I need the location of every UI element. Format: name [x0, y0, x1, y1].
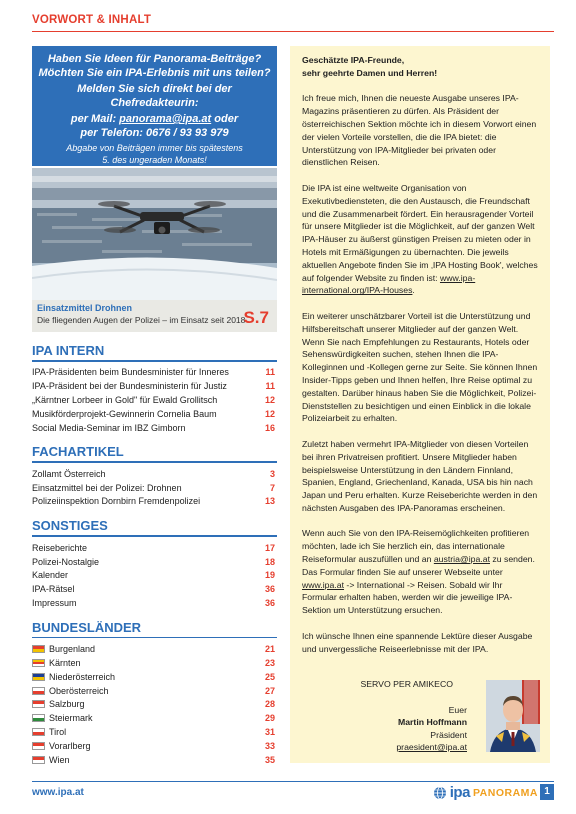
table-of-contents [32, 343, 277, 767]
toc-entry-title: Salzburg [49, 699, 85, 710]
ipa-website-link[interactable]: www.ipa.at [302, 579, 345, 590]
promo-line-7: 5. des ungeraden Monats! [102, 154, 207, 165]
toc-entry-title: IPA-Präsidenten beim Bundesminister für Inneres [32, 367, 229, 378]
letter-paragraph-1: Ich freue mich, Ihnen die neueste Ausgabe unseres IPA-Magazins präsentieren zu dürfen. Als Präsident der österreichischen Sektion möchte ich in diesem Vorwort einen der vielen Vorteile vorstellen, die die IPA bietet: die Unterstützung von IPA-Mitglieder bei privaten oder dienstlichen Reisen. [302, 93, 537, 168]
toc-section-rule [32, 535, 277, 537]
president-portrait [486, 680, 540, 752]
letter-paragraph-5-c: -> International -> Reisen. Sobald wir Ihr Formular erhalten haben, werden wir die jeweilige IPA-Sektion um Unterstützung ersuchen. [302, 579, 513, 616]
toc-entry-page: 12 [264, 394, 275, 405]
toc-entry-page: 27 [264, 685, 275, 696]
state-flag-icon [32, 673, 45, 681]
toc-entry[interactable] [32, 670, 277, 684]
toc-entry-title: Kalender [32, 570, 69, 581]
toc-entry-page: 11 [265, 381, 275, 392]
toc-entry-title: Kärnten [49, 658, 81, 669]
toc-section-title-bundeslaender: BUNDESLÄNDER [32, 619, 142, 635]
signature-euer: Euer [448, 705, 467, 715]
toc-entry[interactable] [32, 481, 277, 495]
letter-greeting-line-1: Geschätzte IPA-Freunde, [302, 55, 405, 65]
promo-box [32, 46, 277, 166]
letter-paragraph-5-a: Wenn auch Sie von den IPA-Reisemöglichkeiten profitieren möchten, lade ich Sie herzlich ein, das internationale Reiseformular auszufüllen und an [302, 528, 530, 565]
toc-entry-title: „Kärntner Lorbeer in Gold" für Ewald Grollitsch [32, 394, 218, 405]
promo-line-2: Möchten Sie ein IPA-Erlebnis mit uns teilen? [38, 67, 271, 79]
toc-entry[interactable] [32, 684, 277, 698]
state-flag-icon [32, 687, 45, 695]
toc-entry-page: 13 [264, 496, 275, 507]
toc-entry-title: Tirol [49, 727, 67, 738]
feature-subtitle: Die fliegenden Augen der Polizei – im Einsatz seit 2018 [37, 315, 246, 325]
toc-entry-page: 3 [269, 468, 275, 479]
toc-entry[interactable] [32, 582, 277, 596]
toc-section-title-ipa-intern: IPA INTERN [32, 343, 105, 358]
toc-entry-title: IPA-Präsident bei der Bundesministerin für Justiz [32, 381, 227, 392]
toc-entry-page: 18 [264, 556, 275, 567]
promo-line-1: Haben Sie Ideen für Panorama-Beiträge? [47, 53, 262, 65]
toc-entry[interactable] [32, 541, 277, 555]
toc-entry-page: 16 [264, 422, 275, 433]
toc-section-title-fachartikel: FACHARTIKEL [32, 444, 124, 460]
toc-entry-title: Musikförderprojekt-Gewinnerin Cornelia Baum [32, 408, 217, 419]
toc-entry-page: 29 [264, 713, 275, 724]
toc-entry[interactable] [32, 393, 277, 407]
toc-entry-page: 28 [264, 699, 275, 710]
toc-entry-page: 36 [264, 597, 275, 608]
toc-entry-page: 12 [264, 408, 275, 419]
letter-paragraph-2 [302, 182, 538, 297]
toc-entry-page: 19 [264, 570, 275, 581]
toc-entry[interactable] [32, 366, 277, 380]
toc-entry-title: Burgenland [49, 644, 96, 655]
toc-entry-page: 7 [269, 482, 275, 493]
toc-entry[interactable] [32, 642, 277, 656]
toc-entry-page: 35 [264, 754, 275, 765]
austria-email-link[interactable]: austria@ipa.at [433, 554, 490, 565]
state-flag-icon [32, 728, 45, 736]
toc-entry[interactable] [32, 495, 277, 509]
toc-entry-title: Steiermark [49, 713, 93, 724]
globe-icon [433, 786, 447, 800]
toc-entry[interactable] [32, 725, 277, 739]
toc-entry-page: 23 [264, 658, 275, 669]
feature-page-ref: S.7 [243, 308, 269, 327]
letter-paragraph-5-b: zu senden. Das Formular finden Sie auf unserer Webseite unter [302, 554, 535, 577]
feature-title: Einsatzmittel Drohnen [37, 303, 133, 313]
toc-entry-title: Zollamt Österreich [32, 468, 106, 479]
toc-entry-page: 11 [265, 367, 275, 378]
toc-entry[interactable] [32, 555, 277, 569]
letter-greeting [302, 54, 538, 80]
section-header: VORWORT & INHALT [32, 14, 152, 26]
letter-paragraph-2-text: Die IPA ist eine weltweite Organisation von Exekutivbediensteten, die den Austausch, die Freundschaft und die Zusammenarbeit fördert. Ein herausragender Vorteil für unsere Mitglieder ist die Möglichkeit, auf der ganzen Welt IPA-Häuser zu äußerst günstigen Preisen zu mieten oder in Hotels mit Ermäßigungen zu übernachten. Die jeweils aktuellen Angebote finden Sie im ‚IPA Hosting Book', welches auf folgender Website zu finden ist: [302, 182, 538, 283]
portrait-illustration [486, 680, 540, 752]
letter-paragraph-3: Ein weiterer unschätzbarer Vorteil ist die Unterstützung und Hilfsbereitschaft unserer Mitglieder auf der ganzen Welt. Wenn Sie nach Empfehlungen zu Restaurants, Hotels oder Sehenswürdigkeiten suchen, stehen Ihnen die IPA-Kolleginnen und -Kollegen gerne zur Seite. Sie können Ihnen Insider-Tipps geben und Ihnen helfen, Ihre Reise optimal zu gestalten. Darüber hinaus haben Sie die Möglichkeit, Polizei-Dienststellen zu besichtigen und einen Einblick in die lokale Polizeiarbeit zu erhalten. [302, 310, 538, 424]
drone-stadium-illustration [32, 168, 277, 300]
toc-entry-title: IPA-Rätsel [32, 584, 75, 595]
toc-list-ipa-intern [32, 366, 277, 435]
toc-entry[interactable] [32, 656, 277, 670]
signature-role: Präsident [430, 729, 467, 740]
signature-name: Martin Hoffmann [397, 717, 467, 728]
toc-entry[interactable] [32, 596, 277, 610]
toc-entry[interactable] [32, 711, 277, 725]
header-divider [32, 31, 554, 32]
toc-entry[interactable] [32, 739, 277, 753]
toc-entry-title: Polizeiinspektion Dornbirn Fremdenpolizei [32, 496, 201, 507]
ipa-houses-link[interactable]: www.ipa-international.org/IPA-Houses [302, 272, 476, 296]
feature-photo [32, 168, 277, 300]
toc-entry-title: Wien [49, 754, 70, 765]
toc-entry-title: Oberösterreich [49, 685, 109, 696]
letter-paragraph-6: Ich wünsche Ihnen eine spannende Lektüre dieser Ausgabe und unvergessliche Reiseerlebnisse mit der IPA. [302, 630, 533, 654]
toc-entry[interactable] [32, 698, 277, 712]
toc-entry[interactable] [32, 407, 277, 421]
logo-panorama-text: PANORAMA [472, 786, 538, 799]
promo-line-4 [38, 112, 271, 126]
toc-entry-page: 36 [264, 584, 275, 595]
toc-entry[interactable] [32, 421, 277, 435]
promo-line-6: Abgabe von Beiträgen immer bis spätestens [66, 143, 243, 153]
state-flag-icon [32, 756, 45, 764]
toc-entry-title: Impressum [32, 597, 77, 608]
letter-paragraph-2-end: . [412, 285, 415, 296]
letter-greeting-line-2: sehr geehrte Damen und Herren! [302, 67, 438, 78]
toc-entry-page: 17 [264, 542, 275, 553]
toc-section-title-sonstiges: SONSTIGES [32, 518, 108, 534]
state-flag-icon [32, 742, 45, 750]
signature-email-link[interactable]: praesident@ipa.at [396, 742, 467, 753]
toc-entry-title: Reiseberichte [32, 542, 88, 553]
ipa-panorama-logo [433, 784, 538, 801]
toc-entry-page: 25 [264, 671, 275, 682]
letter-closing: SERVO PER AMIKECO [360, 679, 453, 689]
toc-entry-page: 33 [264, 740, 275, 751]
letter-paragraph-4: Zuletzt haben vermehrt IPA-Mitglieder von diesen Vorteilen bei ihren Privatreisen profitiert. Unsere Mitglieder haben beispielsweise Unterstützung in den Ländern Finnland, Spanien, England, Griechenland, Kanada, USA bis hin nach Japan und Peru erhalten. Kurze Reiseberichte werden in den nächsten Ausgaben des IPA-Panoramas erscheinen. [302, 438, 538, 513]
toc-entry-title: Polizei-Nostalgie [32, 556, 100, 567]
toc-entry[interactable] [32, 467, 277, 481]
toc-section-rule [32, 461, 277, 463]
state-flag-icon [32, 659, 45, 667]
toc-entry-title: Social Media-Seminar im IBZ Gimborn [32, 422, 186, 433]
toc-list-bundeslaender [32, 642, 277, 766]
state-flag-icon [32, 645, 45, 653]
letter-paragraph-5 [302, 527, 538, 617]
toc-entry-title: Niederösterreich [49, 671, 116, 682]
page-number: 1 [540, 784, 554, 800]
state-flag-icon [32, 714, 45, 722]
toc-entry[interactable] [32, 379, 277, 393]
promo-line-5: per Telefon: 0676 / 93 93 979 [80, 127, 229, 139]
toc-entry-page: 21 [264, 644, 275, 655]
promo-mail-suffix: oder [211, 113, 239, 125]
promo-mail-label: per Mail: [70, 113, 120, 125]
toc-section-rule [32, 637, 277, 639]
toc-entry-title: Einsatzmittel bei der Polizei: Drohnen [32, 482, 182, 493]
logo-ipa-text: ipa [449, 784, 470, 801]
footer-website-link[interactable]: www.ipa.at [32, 787, 84, 798]
toc-entry[interactable] [32, 753, 277, 767]
signature-details [396, 704, 467, 754]
feature-caption[interactable] [32, 300, 277, 332]
toc-list-sonstiges [32, 541, 277, 610]
promo-mail-link[interactable]: panorama@ipa.at [119, 113, 212, 125]
toc-entry-title: Vorarlberg [49, 740, 91, 751]
promo-line-3: Melden Sie sich direkt bei der Chefredakteurin: [77, 83, 232, 109]
toc-entry-page: 31 [264, 727, 275, 738]
toc-entry[interactable] [32, 568, 277, 582]
toc-list-fachartikel [32, 467, 277, 508]
toc-section-rule [32, 360, 277, 362]
foreword-letter [290, 46, 550, 763]
footer-divider [32, 781, 554, 782]
state-flag-icon [32, 700, 45, 708]
